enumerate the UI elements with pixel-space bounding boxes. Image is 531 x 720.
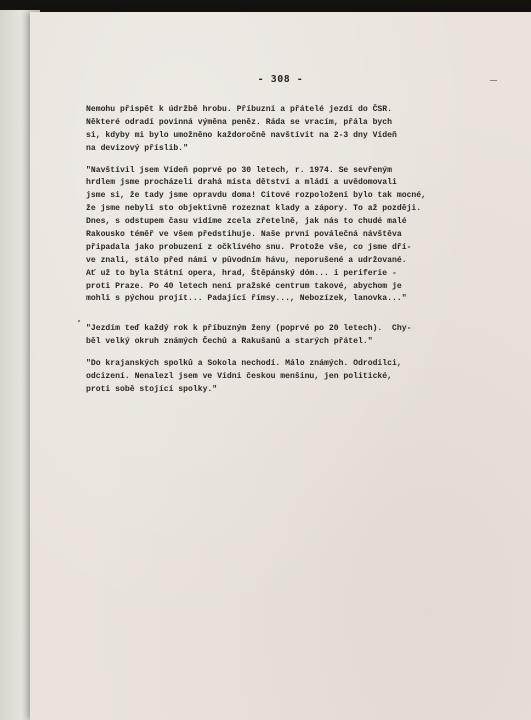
- text-line: jsme si, že tady jsme opravdu doma! Citové rozpoložení bylo tak mocné,: [86, 191, 426, 201]
- text-line: proti Praze. Po 40 letech není pražské centrum takové, abychom je: [86, 281, 402, 291]
- text-line: připadala jako probuzení z očklivého snu. Protože vše, co jsme dří-: [86, 242, 412, 252]
- text-line: "Jezdím teď každý rok k příbuzným ženy (poprvé po 20 letech). Chy-: [86, 324, 412, 334]
- text-line: odcizení. Nenalezl jsem ve Vídni českou menšinu, jen politické,: [86, 372, 392, 382]
- margin-dot: [78, 320, 80, 322]
- text-line: Ať už to byla Státní opera, hrad, Štěpánský dóm... i periferie -: [86, 268, 397, 278]
- text-line: Nemohu přispět k údržbě hrobu. Příbuzní a přátelé jezdí do ČSR.: [86, 105, 392, 114]
- text-line: Rakousko téměř ve všem předstihuje. Naše první poválečná návštěva: [86, 230, 402, 240]
- paragraph-4: [86, 358, 511, 397]
- text-line: "Do krajanských spolků a Sokola nechodí. Málo známých. Odrodilci,: [86, 359, 402, 369]
- paragraph-3: [86, 323, 511, 349]
- text-line: mohli s pýchou projít... Padající římsy..., Nebozízek, lanovka...": [86, 294, 407, 304]
- body-text: [86, 104, 511, 406]
- text-line: "Navštívil jsem Vídeň poprvé po 30 letech, r. 1974. Se sevřeným: [86, 165, 392, 175]
- page-number: - 308 -: [257, 74, 304, 85]
- text-line: Některé odradí povinná výměna peněz. Ráda se vracím, přála bych: [86, 117, 392, 127]
- text-line: hrdlem jsme procházeli drahá místa dětství a mládí a uvědomovali: [86, 178, 397, 188]
- text-line: si, kdyby mi bylo umožněno každoročně navštívit na 2-3 dny Vídeň: [86, 130, 397, 140]
- text-line: na devizový příslib.": [86, 143, 188, 153]
- text-line: proti sobě stojící spolky.": [86, 384, 218, 394]
- text-line: běl velký okruh známých Čechů a Rakušanů a starých přátel.": [86, 337, 373, 347]
- text-line: že jsme nebyli sto objektivně rozeznat klady a zápory. To až později.: [86, 204, 422, 214]
- paragraph-1: [86, 104, 511, 156]
- text-line: ve znali, stálo před námi v původním hávu, neporušené a udržované.: [86, 255, 407, 265]
- paragraph-2: [86, 165, 511, 307]
- document-page: [30, 12, 531, 720]
- text-line: Dnes, s odstupem času vidíme zcela zřetelně, jak nás to chudé malé: [86, 217, 407, 227]
